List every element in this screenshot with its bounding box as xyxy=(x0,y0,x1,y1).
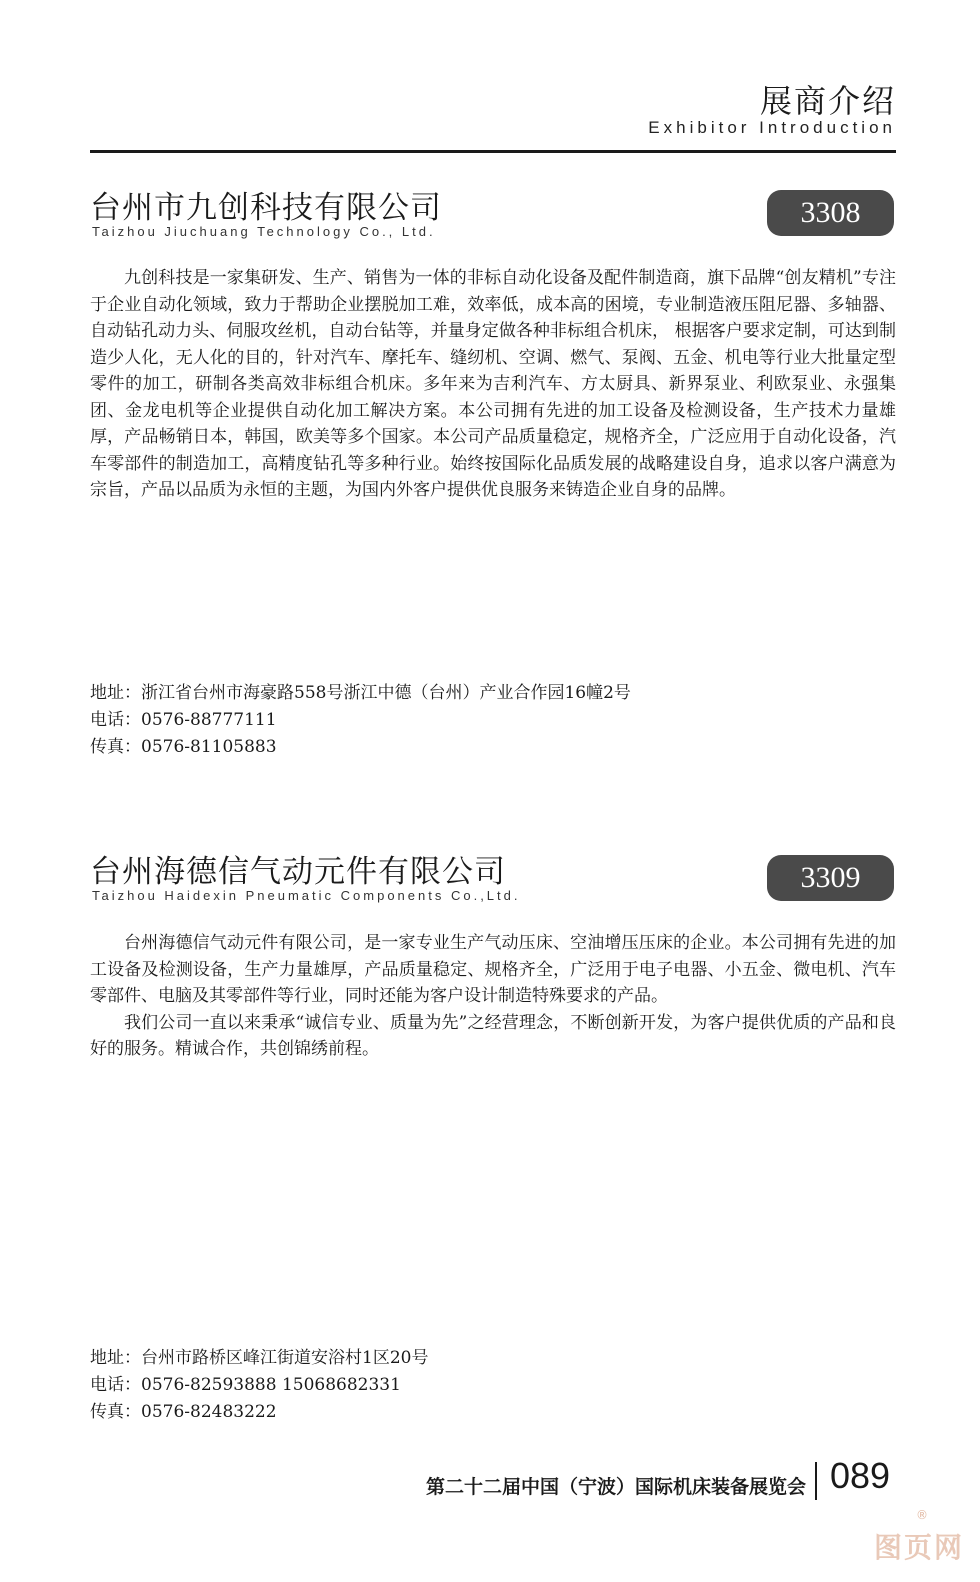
company-description xyxy=(90,930,896,1063)
header-divider xyxy=(90,150,896,153)
section-title: 展商介绍 xyxy=(759,82,896,120)
description-paragraph: 我们公司一直以来秉承“诚信专业、质量为先”之经营理念，不断创新开发，为客户提供优质的产品和良好的服务。精诚合作，共创锦绣前程。 xyxy=(90,1012,896,1059)
fax-line: 传真：0576-82483222 xyxy=(90,1402,277,1422)
watermark-logo: 图页网 xyxy=(873,1531,964,1564)
booth-number-badge: 3309 xyxy=(767,855,894,901)
event-title: 第二十二届中国（宁波）国际机床装备展览会 xyxy=(425,1476,806,1498)
company-name: 台州市九创科技有限公司 xyxy=(90,190,442,226)
company-name-en: Taizhou Jiuchuang Technology Co., Ltd. xyxy=(92,224,436,239)
company-description xyxy=(90,265,896,504)
company-name: 台州海德信气动元件有限公司 xyxy=(90,854,506,890)
address-line: 地址：浙江省台州市海豪路558号浙江中德（台州）产业合作园16幢2号 xyxy=(90,683,631,703)
footer-divider xyxy=(815,1462,817,1500)
fax-line: 传真：0576-81105883 xyxy=(90,737,277,757)
registered-mark: ® xyxy=(916,1508,928,1522)
description-paragraph: 台州海德信气动元件有限公司，是一家专业生产气动压床、空油增压压床的企业。本公司拥有先进的加工设备及检测设备，生产力量雄厚，产品质量稳定、规格齐全，广泛用于电子电器、小五金、微电机、汽车零部件、电脑及其零部件等行业，同时还能为客户设计制造特殊要求的产品。 xyxy=(90,933,896,1006)
page-number: 089 xyxy=(830,1455,891,1496)
description-paragraph: 九创科技是一家集研发、生产、销售为一体的非标自动化设备及配件制造商，旗下品牌“创友精机”专注于企业自动化领域，致力于帮助企业摆脱加工难，效率低，成本高的困境，专业制造液压阻尼器、多轴器、自动钻孔动力头、伺服攻丝机，自动台钻等，并量身定做各种非标组合机床， 根据客户要求定制，可达到制造少人化，无人化的目的，针对汽车、摩托车、缝纫机、空调、燃气、泵阀、五金、机电等行业大批量定型零件的加工，研制各类高效非标组合机床。多年来为吉利汽车、方太厨具、新界泵业、利欧泵业、永强集团、金龙电机等企业提供自动化加工解决方案。本公司拥有先进的加工设备及检测设备，生产技术力量雄厚，产品畅销日本，韩国，欧美等多个国家。本公司产品质量稳定，规格齐全，广泛应用于自动化设备，汽车零部件的制造加工，高精度钻孔等多种行业。始终按国际化品质发展的战略建设自身，追求以客户满意为宗旨，产品以品质为永恒的主题，为国内外客户提供优良服务来铸造企业自身的品牌。 xyxy=(90,268,896,500)
section-title-en: Exhibitor Introduction xyxy=(648,118,896,137)
phone-line: 电话：0576-82593888 15068682331 xyxy=(90,1375,401,1395)
booth-number-badge: 3308 xyxy=(767,190,894,236)
company-name-en: Taizhou Haidexin Pneumatic Components Co.,Ltd. xyxy=(92,888,521,903)
phone-line: 电话：0576-88777111 xyxy=(90,710,277,730)
address-line: 地址：台州市路桥区峰江街道安浴村1区20号 xyxy=(90,1348,429,1368)
contact-info xyxy=(90,1345,428,1426)
contact-info xyxy=(90,680,631,761)
